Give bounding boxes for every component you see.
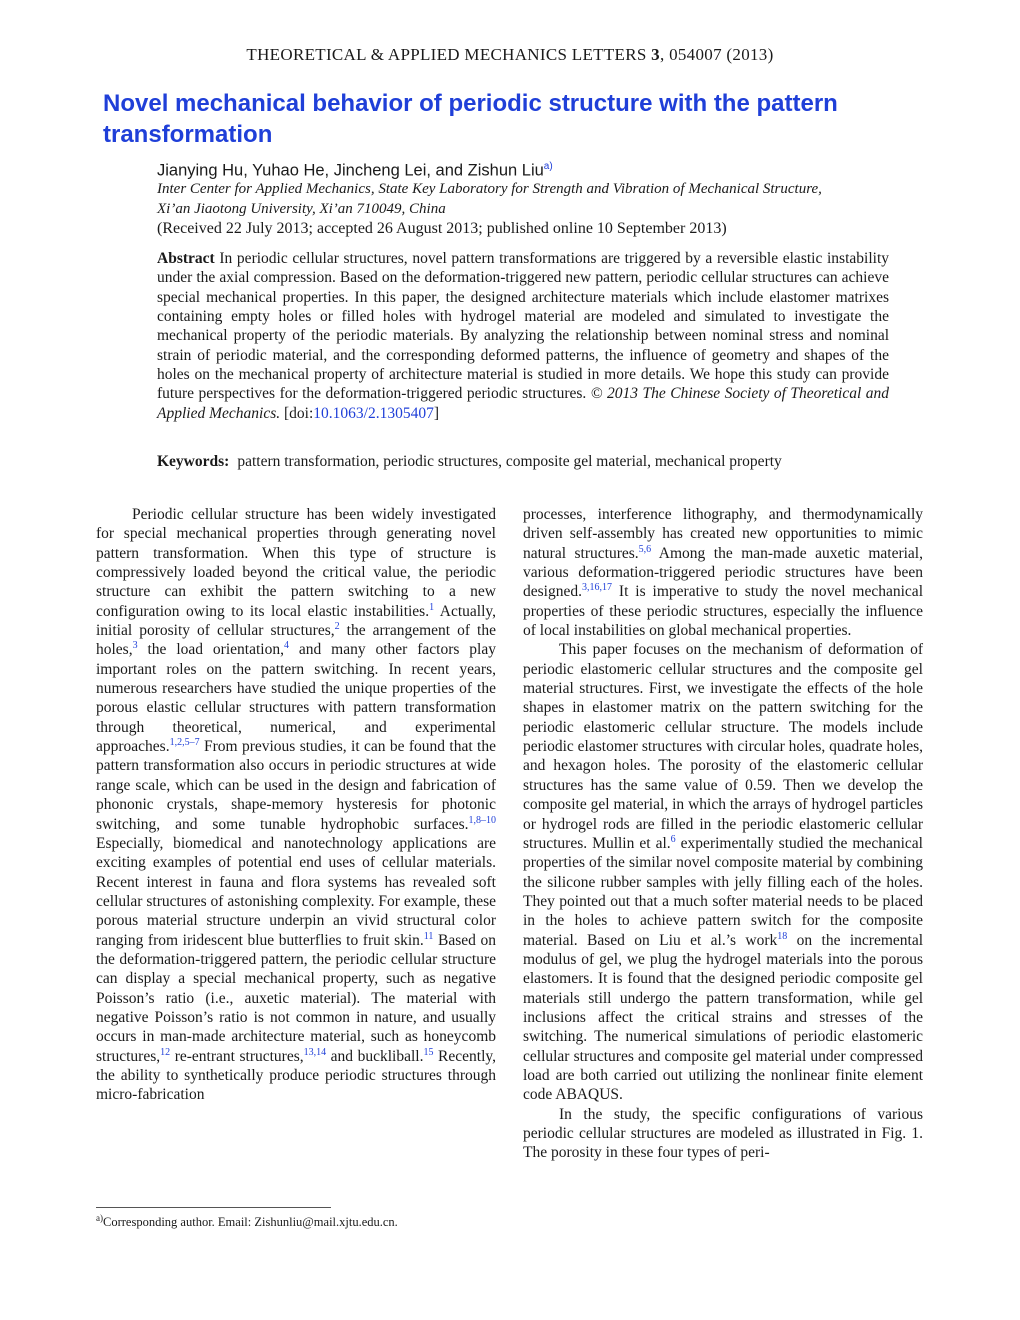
footnote-text: Corresponding author. Email: Zishunliu@mail.xjtu.edu.cn. <box>103 1215 398 1230</box>
paragraph-text: Based on the deformation-triggered pattern, the periodic cellular structure can display a special mechanical property, such as negative Poisson’s ratio (i.e., auxetic material). The material with negative Poisson’s ratio is not common in nature, and usually occurs in man-made architecture material, such as honeycomb structures, <box>96 931 496 1065</box>
paragraph-text: Actually, initial porosity of cellular structures, <box>96 602 496 640</box>
citation-link[interactable]: 2 <box>334 621 340 633</box>
paragraph-text: experimentally studied the mechanical properties of the similar novel composite material by combining the silicone rubber samples with jelly filling each of the holes. They pointed out that a much softer material needs to be placed in the holes to achieve pattern switch for the composite material. Based on Liu et al.’s work <box>523 834 923 949</box>
doi-suffix: ] <box>433 404 439 422</box>
doi-link[interactable]: 10.1063/2.1305407 <box>313 404 434 422</box>
paragraph-text: the load orientation, <box>137 641 284 659</box>
body-paragraph <box>96 505 496 1105</box>
abstract <box>157 249 889 423</box>
citation-link[interactable]: 15 <box>423 1046 434 1058</box>
paragraph-text: This paper focuses on the mechanism of deformation of periodic elastomeric cellular structures and the composite gel material structures. First, we investigate the effects of the hole shapes in elastomer matrix on the pattern switching for the periodic elastomeric cellular structure. The models include periodic elastomer structures with circular holes, quadrate holes, and hexagon holes. The porosity of the elastomeric cellular structures has the same value of 0.59. Then we develop the composite gel material, in which the arrays of hydrogel particles or hydrogel rods are filled in the periodic elastomeric cellular structures. Mullin et al. <box>523 641 923 852</box>
paragraph-text: the arrangement of the holes, <box>96 622 496 659</box>
affiliation-line-1: Inter Center for Applied Mechanics, State Key Laboratory for Strength and Vibration of Mechanical Structure, <box>157 181 822 197</box>
paragraph-text: Especially, biomedical and nanotechnology applications are exciting examples of potential end uses of cellular materials. Recent interest in fauna and flora systems has revealed soft cellular structures of astonishing complexity. For example, these porous material structure underpin an vivid structural color ranging from iridescent blue butterflies to fruit skin. <box>96 834 496 949</box>
journal-name: THEORETICAL & APPLIED MECHANICS LETTERS <box>246 45 647 64</box>
abstract-text: In periodic cellular structures, novel pattern transformations are triggered by a reversible elastic instability under the axial compression. Based on the deformation-triggered new pattern, periodic cellular structures can achieve special mechanical properties. In this paper, the designed architecture materials which include elastomer matrixes containing empty holes or filled holes with hydrogel material are modeled and simulated to investigate the mechanical property of the periodic materials. By analyzing the relationship between nominal stress and nominal strain of periodic material, and the corresponding deformed patterns, the influence of geometry and shapes of the holes on the mechanical property of architecture material is studied in more details. We hope this study can provide future perspectives for the deformation-triggered periodic structures. <box>157 250 890 403</box>
journal-issue: , 054007 (2013) <box>659 45 774 64</box>
citation-link[interactable]: 3 <box>132 640 138 652</box>
publication-dates: (Received 22 July 2013; accepted 26 August 2013; published online 10 September 2013) <box>157 220 727 237</box>
doi-prefix: [doi: <box>283 404 314 422</box>
copyright-notice: © 2013 The Chinese Society of Theoretical and Applied Mechanics. <box>157 385 890 422</box>
keywords <box>157 453 897 471</box>
paragraph-text: and buckliball. <box>326 1047 424 1065</box>
citation-link[interactable]: 6 <box>670 833 676 845</box>
body-paragraph: In the study, the specific configurations of various periodic cellular structures are modeled as illustrated in Fig. 1. The porosity in these four types of peri- <box>523 1105 923 1162</box>
citation-link[interactable]: 11 <box>423 930 434 942</box>
authors-text: Jianying Hu, Yuhao He, Jincheng Lei, and Zishun Liu <box>157 161 544 180</box>
footnote-mark: a) <box>96 1213 103 1223</box>
citation-link[interactable]: 5,6 <box>638 543 652 555</box>
citation-link[interactable]: 1,2,5–7 <box>169 737 200 749</box>
paragraph-text: It is imperative to study the novel mechanical properties of these periodic structures, especially the influence of local instabilities on global mechanical properties. <box>523 583 923 640</box>
left-column <box>96 505 496 1105</box>
paragraph-text: Recently, the ability to synthetically produce periodic structures through micro-fabrication <box>96 1047 496 1104</box>
paragraph-text: Among the man-made auxetic material, various deformation-triggered periodic structures have been designed. <box>523 544 923 601</box>
citation-link[interactable]: 4 <box>283 640 289 652</box>
paper-title: Novel mechanical behavior of periodic structure with the pattern transformation <box>103 90 838 148</box>
right-column <box>523 505 923 1163</box>
citation-link[interactable]: 3,16,17 <box>581 582 612 594</box>
keywords-text: pattern transformation, periodic structures, composite gel material, mechanical property <box>237 453 782 470</box>
paragraph-text: processes, interference lithography, and thermodynamically driven self-assembly has created new opportunities to mimic natural structures. <box>523 506 923 562</box>
paragraph-text: From previous studies, it can be found that the pattern transformation also occurs in periodic structures at wide range scale, which can be used in the design and fabrication of phononic crystals, shape-memory hysteresis for photonic switching, and some tunable hydrophobic surfaces. <box>96 738 496 833</box>
affiliation <box>157 180 917 219</box>
paragraph-text: re-entrant structures, <box>170 1047 304 1065</box>
footnote-divider <box>96 1207 331 1208</box>
journal-volume: 3 <box>651 45 660 64</box>
paragraph-text: on the incremental modulus of gel, we plug the hydrogel materials into the porous elastomers. It is found that the designed periodic composite gel materials still undergo the pattern transformation, while gel inclusions affect the critical strains and stresses of the switching. The numerical simulations of periodic elastomeric cellular structures and composite gel material under compressed load are both carried out utilizing the nonlinear finite element code ABAQUS. <box>523 931 924 1104</box>
citation-link[interactable]: 1,8–10 <box>468 814 496 826</box>
running-head <box>0 45 1020 65</box>
author-footnote-mark[interactable]: a) <box>543 161 553 172</box>
keywords-label: Keywords: <box>157 453 230 470</box>
citation-link[interactable]: 13,14 <box>303 1046 327 1058</box>
affiliation-line-2: Xi’an Jiaotong University, Xi’an 710049, China <box>157 200 446 217</box>
abstract-label: Abstract <box>157 250 215 267</box>
citation-link[interactable]: 18 <box>777 930 788 942</box>
body-paragraph <box>523 505 923 640</box>
citation-link[interactable]: 1 <box>429 601 435 613</box>
paragraph-text: Periodic cellular structure has been widely investigated for special mechanical properties through generating novel pattern transformation. When this type of structure is compressively loaded beyond the critical value, the periodic structure can exhibit the pattern switching to a new configuration owing to its local elastic instabilities. <box>96 506 496 620</box>
body-paragraph <box>523 640 923 1104</box>
author-list <box>157 161 553 181</box>
citation-link[interactable]: 12 <box>160 1046 171 1058</box>
paragraph-text: and many other factors play important roles on the pattern switching. In recent years, numerous researchers have studied the unique properties of the porous elastic cellular structures with pattern transformation through theoretical, numerical, and experimental approaches. <box>96 641 496 756</box>
footnote <box>96 1213 398 1230</box>
